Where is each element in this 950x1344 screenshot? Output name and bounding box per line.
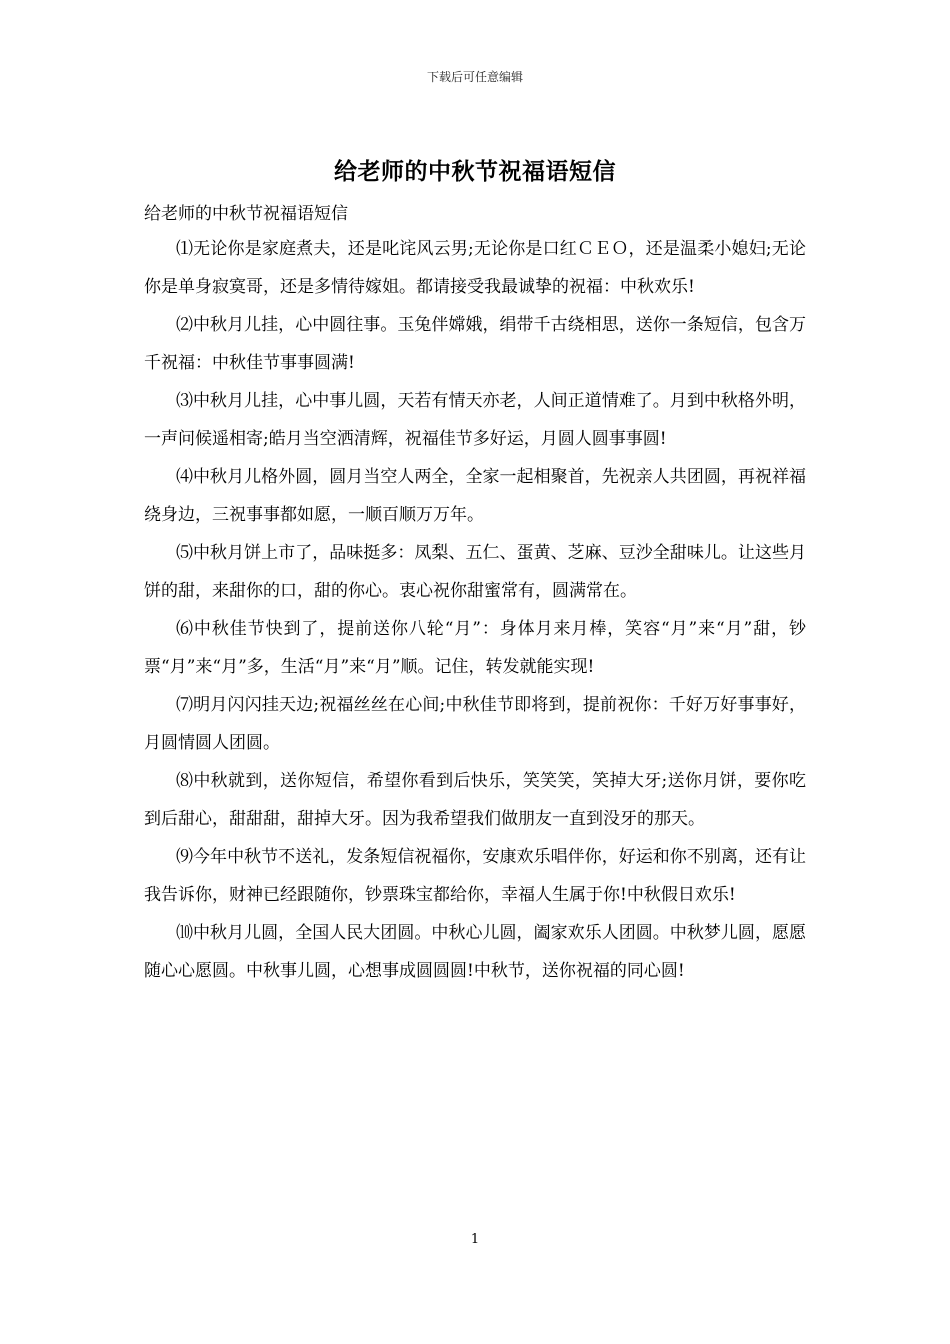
document-title: 给老师的中秋节祝福语短信 <box>334 158 616 185</box>
paragraph-3: ⑶中秋月儿挂，心中事儿圆，天若有情天亦老，人间正道情难了。月到中秋格外明，一声问候遥相寄;皓月当空洒清辉，祝福佳节多好运，月圆人圆事事圆! <box>144 391 806 449</box>
paragraph-7: ⑺明月闪闪挂天边;祝福丝丝在心间;中秋佳节即将到，提前祝你：千好万好事事好，月圆情圆人团圆。 <box>144 695 806 753</box>
paragraph-5: ⑸中秋月饼上市了，品味挺多：凤梨、五仁、蛋黄、芝麻、豆沙全甜味儿。让这些月饼的甜，来甜你的口，甜的你心。衷心祝你甜蜜常有，圆满常在。 <box>144 543 806 601</box>
paragraph-8: ⑻中秋就到，送你短信，希望你看到后快乐，笑笑笑，笑掉大牙;送你月饼，要你吃到后甜心，甜甜甜，甜掉大牙。因为我希望我们做朋友一直到没牙的那天。 <box>144 771 806 829</box>
page-number: 1 <box>470 1232 480 1247</box>
paragraph-4: ⑷中秋月儿格外圆，圆月当空人两全，全家一起相聚首，先祝亲人共团圆，再祝祥福绕身边，三祝事事都如愿，一顺百顺万万年。 <box>144 467 806 525</box>
paragraph-6: ⑹中秋佳节快到了，提前送你八轮“月”：身体月来月棒，笑容“月”来“月”甜，钞票“月”来“月”多，生活“月”来“月”顺。记住，转发就能实现! <box>144 619 806 677</box>
paragraph-10: ⑽中秋月儿圆，全国人民大团圆。中秋心儿圆，阖家欢乐人团圆。中秋梦儿圆，愿愿随心心愿圆。中秋事儿圆，心想事成圆圆圆!中秋节，送你祝福的同心圆! <box>144 923 806 981</box>
paragraph-1: ⑴无论你是家庭煮夫，还是叱诧风云男;无论你是口红ＣＥＯ，还是温柔小媳妇;无论你是单身寂寞哥，还是多情待嫁姐。都请接受我最诚挚的祝福：中秋欢乐! <box>144 239 806 297</box>
paragraph-9: ⑼今年中秋节不送礼，发条短信祝福你，安康欢乐唱伴你，好运和你不别离，还有让我告诉你，财神已经跟随你，钞票珠宝都给你，幸福人生属于你!中秋假日欢乐! <box>144 847 806 905</box>
document-subtitle: 给老师的中秋节祝福语短信 <box>144 204 348 224</box>
header-note: 下载后可任意编辑 <box>426 70 523 84</box>
document-body <box>144 230 806 990</box>
paragraph-2: ⑵中秋月儿挂，心中圆往事。玉兔伴嫦娥，绢带千古绕相思，送你一条短信，包含万千祝福：中秋佳节事事圆满! <box>144 315 806 373</box>
